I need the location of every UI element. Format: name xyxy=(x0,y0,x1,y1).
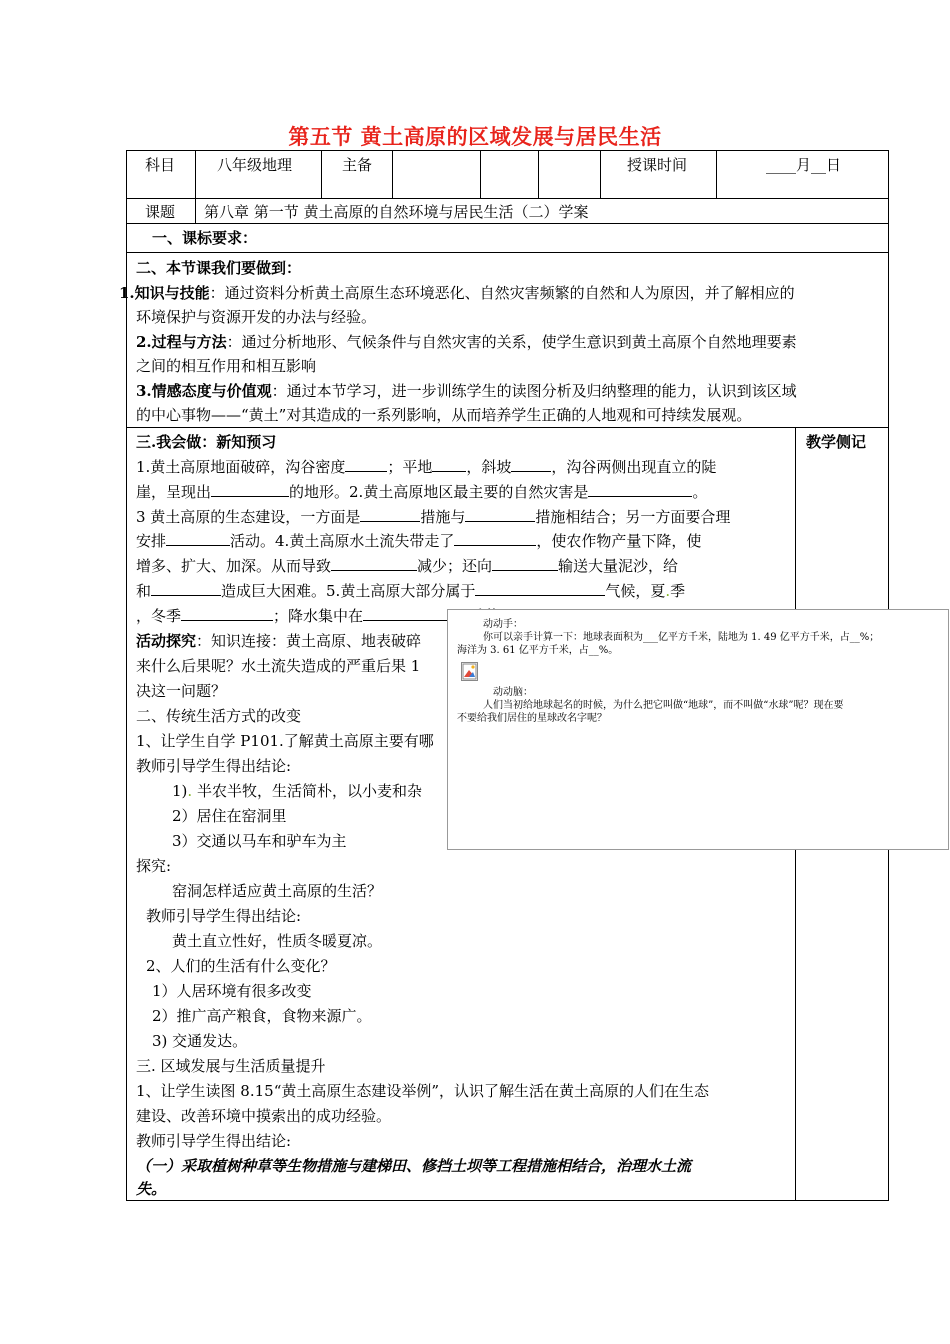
life-change-3: 3) 交通发达。 xyxy=(152,1032,248,1050)
popup-brain-label: 动动脑： xyxy=(493,687,533,698)
goal-1: 1.知识与技能：通过资料分析黄土高原生态环境恶化、自然灾害频繁的自然和人为原因，并了解相应的 xyxy=(119,284,795,302)
question-1: 1.黄土高原地面破碎，沟谷密度 ；平地 ，斜坡 ，沟谷两侧出现直立的陡 xyxy=(136,458,717,476)
date-value: ____月__日 xyxy=(766,156,842,174)
explore-answer: 黄土直立性好，性质冬暖夏凉。 xyxy=(172,932,383,950)
lead-label: 主备 xyxy=(342,156,373,174)
goal-3-cont: 的中心事物——“黄土”对其造成的一系列影响，从而培养学生正确的人地观和可持续发展观。 xyxy=(136,406,752,424)
question-6: 和 造成巨大困难。5.黄土高原大部分属于 气候，夏.季 xyxy=(136,582,686,600)
lifestyle-point-1: 1). 半农半牧，生活简朴，以小麦和杂 xyxy=(172,782,422,800)
life-change-2: 2）推广高产粮食，食物来源广。 xyxy=(152,1007,372,1025)
page-title: 第五节 黄土高原的区域发展与居民生活 xyxy=(288,125,662,149)
popup-brain-text: 人们当初给地球起名的时候，为什么把它叫做“地球”，而不叫做“水球”呢？现在要 xyxy=(483,700,844,711)
teacher-guide-3: 教师引导学生得出结论: xyxy=(136,1132,292,1150)
conclusion-line-2: 失。 xyxy=(136,1180,167,1198)
lifestyle-point-2: 2）居住在窑洞里 xyxy=(172,807,287,825)
popup-brain-text-2: 不要给我们居住的星球改名字呢？ xyxy=(457,713,607,724)
explore-question: 窑洞怎样适应黄土高原的生活？ xyxy=(172,882,383,900)
section-curriculum: 一、课标要求： xyxy=(152,229,258,247)
question-7: ，冬季 ；降水集中在 xyxy=(136,606,499,626)
question-3: 3 黄土高原的生态建设，一方面是 措施与 措施相结合；另一方面要合理 xyxy=(136,508,731,526)
conclusion-line-1: （一）采取植树种草等生物措施与建梯田、修挡土坝等工程措施相结合，治理水土流 xyxy=(136,1157,692,1175)
goal-3: 3.情感态度与价值观：通过本节学习，进一步训练学生的读图分析及归纳整理的能力，认识到该区域 xyxy=(136,382,797,400)
development-heading: 三. 区域发展与生活质量提升 xyxy=(136,1057,326,1075)
activity-explore: 活动探究：知识连接：黄土高原、地表破碎 xyxy=(136,632,422,650)
topic-label: 课题 xyxy=(145,203,176,221)
goal-2: 2.过程与方法：通过分析地形、气候条件与自然灾害的关系，使学生意识到黄土高原个自然地理要素 xyxy=(136,333,797,351)
question-5: 增多、扩大、加深。从而导致 减少；还向 输送大量泥沙，给 xyxy=(136,557,679,575)
activity-popup xyxy=(447,609,949,850)
broken-image-icon xyxy=(461,662,478,681)
subject-value: 八年级地理 xyxy=(217,156,293,174)
question-4: 安排 活动。4.黄土高原水土流失带走了 ，使农作物产量下降，使 xyxy=(136,532,702,550)
question-2: 崖，呈现出 的地形。2.黄土高原地区最主要的自然灾害是 。 xyxy=(136,483,708,501)
section-preview-heading: 三.我会做：新知预习 xyxy=(136,433,277,451)
lifestyle-line-2: 教师引导学生得出结论: xyxy=(136,757,292,775)
development-line-1: 1、让学生读图 8.15“黄土高原生态建设举例”，认识了解生活在黄土高原的人们在生态 xyxy=(136,1082,710,1100)
lifestyle-point-3: 3）交通以马车和驴车为主 xyxy=(172,832,347,850)
side-notes-label: 教学侧记 xyxy=(806,433,867,451)
goal-2-cont: 之间的相互作用和相互影响 xyxy=(136,357,317,375)
popup-hands-on-text: 你可以亲手计算一下：地球表面积为___亿平方千米，陆地为 1. 49 亿平方千米，占__%； xyxy=(483,632,880,643)
subject-label: 科目 xyxy=(145,156,176,174)
life-change-1: 1）人居环境有很多改变 xyxy=(152,982,312,1000)
development-line-2: 建设、改善环境中摸索出的成功经验。 xyxy=(136,1107,392,1125)
topic-value: 第八章 第一节 黄土高原的自然环境与居民生活（二）学案 xyxy=(204,203,589,221)
lifestyle-heading: 二、传统生活方式的改变 xyxy=(136,707,302,725)
activity-line-2: 来什么后果呢？水土流失造成的严重后果 1 xyxy=(136,657,421,675)
teacher-guide-2: 教师引导学生得出结论: xyxy=(146,907,302,925)
popup-hands-on-text-2: 海洋为 3. 61 亿平方千米，占__%。 xyxy=(457,645,619,656)
time-label: 授课时间 xyxy=(627,156,688,174)
section-goals-heading: 二、本节课我们要做到： xyxy=(136,259,302,277)
explore-label: 探究: xyxy=(136,857,172,875)
activity-line-3: 决这一问题？ xyxy=(136,682,227,700)
lifestyle-line-1: 1、让学生自学 P101.了解黄土高原主要有哪 xyxy=(136,732,434,750)
goal-1-cont: 环境保护与资源开发的办法与经验。 xyxy=(136,308,377,326)
popup-hands-on-label: 动动手： xyxy=(483,619,523,630)
life-change-question: 2、人们的生活有什么变化？ xyxy=(146,957,336,975)
